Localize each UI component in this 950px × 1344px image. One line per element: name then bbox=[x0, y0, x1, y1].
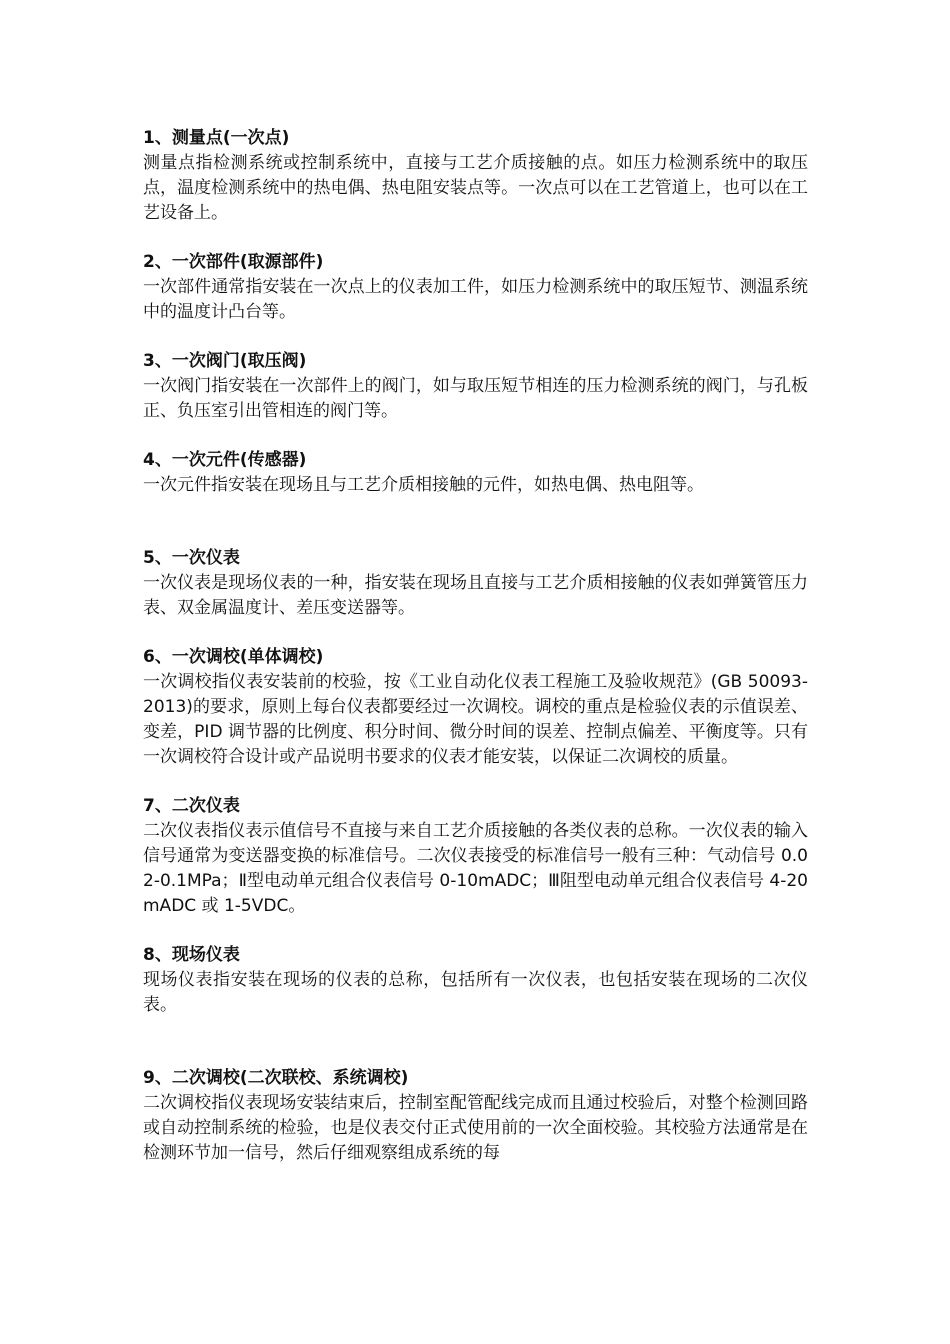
section-heading: 2、一次部件(取源部件) bbox=[143, 252, 324, 272]
section-6 bbox=[143, 645, 808, 770]
section-body: 现场仪表指安装在现场的仪表的总称，包括所有一次仪表，也包括安装在现场的二次仪表。 bbox=[143, 970, 808, 1015]
section-body: 二次仪表指仪表示值信号不直接与来自工艺介质接触的各类仪表的总称。一次仪表的输入信号通常为变送器变换的标准信号。二次仪表接受的标准信号一般有三种：气动信号 0.02-0.1MPa；Ⅱ型电动单元组合仪表信号 0-10mADC；Ⅲ阻型电动单元组合仪表信号 4-20mADC 或 1-5VDC。 bbox=[143, 821, 808, 916]
section-heading: 9、二次调校(二次联校、系统调校) bbox=[143, 1068, 409, 1088]
section-3 bbox=[143, 349, 808, 424]
section-heading: 5、一次仪表 bbox=[143, 548, 240, 568]
section-heading: 7、二次仪表 bbox=[143, 796, 240, 816]
section-body: 一次阀门指安装在一次部件上的阀门，如与取压短节相连的压力检测系统的阀门，与孔板正、负压室引出管相连的阀门等。 bbox=[143, 376, 808, 421]
section-4 bbox=[143, 448, 808, 498]
section-2 bbox=[143, 250, 808, 325]
section-body: 测量点指检测系统或控制系统中，直接与工艺介质接触的点。如压力检测系统中的取压点，温度检测系统中的热电偶、热电阻安装点等。一次点可以在工艺管道上，也可以在工艺设备上。 bbox=[143, 153, 808, 223]
section-heading: 1、测量点(一次点) bbox=[143, 128, 290, 148]
document-content bbox=[143, 126, 808, 1166]
section-9 bbox=[143, 1066, 808, 1166]
section-1 bbox=[143, 126, 808, 226]
section-8 bbox=[143, 943, 808, 1018]
section-7 bbox=[143, 794, 808, 919]
section-body: 二次调校指仪表现场安装结束后，控制室配管配线完成而且通过校验后，对整个检测回路或自动控制系统的检验，也是仪表交付正式使用前的一次全面校验。其校验方法通常是在检测环节加一信号，然后仔细观察组成系统的每 bbox=[143, 1093, 808, 1163]
section-body: 一次部件通常指安装在一次点上的仪表加工件，如压力检测系统中的取压短节、测温系统中的温度计凸台等。 bbox=[143, 277, 808, 322]
section-heading: 4、一次元件(传感器) bbox=[143, 450, 307, 470]
section-heading: 6、一次调校(单体调校) bbox=[143, 647, 324, 667]
section-5 bbox=[143, 546, 808, 621]
section-heading: 8、现场仪表 bbox=[143, 945, 240, 965]
section-body: 一次元件指安装在现场且与工艺介质相接触的元件，如热电偶、热电阻等。 bbox=[143, 475, 704, 495]
section-heading: 3、一次阀门(取压阀) bbox=[143, 351, 307, 371]
section-body: 一次调校指仪表安装前的校验，按《工业自动化仪表工程施工及验收规范》(GB 50093-2013)的要求，原则上每台仪表都要经过一次调校。调校的重点是检验仪表的示值误差、变差，PID 调节器的比例度、积分时间、微分时间的误差、控制点偏差、平衡度等。只有一次调校符合设计或产品说明书要求的仪表才能安装，以保证二次调校的质量。 bbox=[143, 672, 808, 767]
section-body: 一次仪表是现场仪表的一种，指安装在现场且直接与工艺介质相接触的仪表如弹簧管压力表、双金属温度计、差压变送器等。 bbox=[143, 573, 808, 618]
